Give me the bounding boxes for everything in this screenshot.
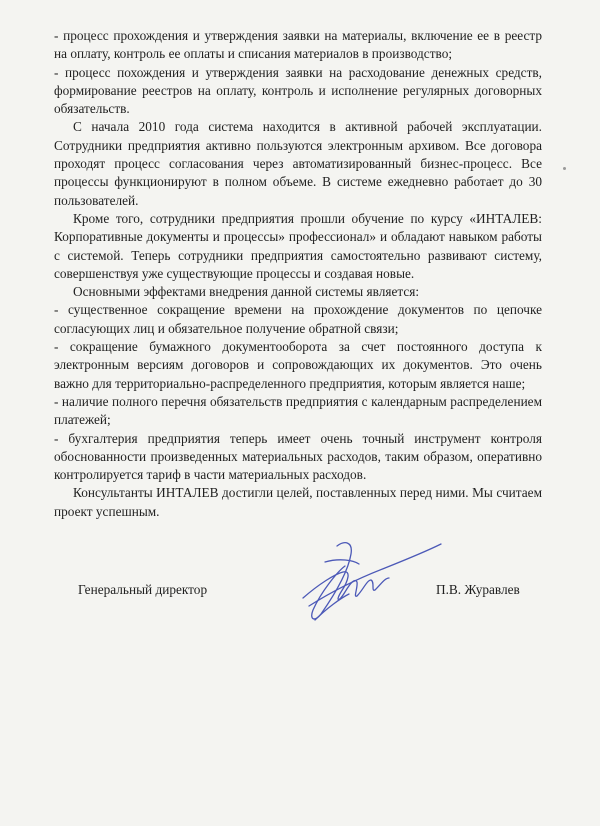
handwritten-signature (285, 532, 445, 627)
paper-speck (563, 167, 566, 170)
paragraph-4: Кроме того, сотрудники предприятия прошли обучение по курсу «ИНТАЛЕВ: Корпоративные документы и процессы» профессионал» и обладают навыком работы с системой. Теперь сотрудники предприятия самостоятельно развивают систему, совершенствуя уже существующие процессы и создавая новые. (54, 210, 542, 281)
letter-body (54, 27, 542, 521)
paragraph-1: - процесс прохождения и утверждения заявки на материалы, включение ее в реестр на оплату, контроль ее оплаты и списания материалов в производство; (54, 28, 542, 62)
paragraph-9: - бухгалтерия предприятия теперь имеет очень точный инструмент контроля обоснованности произведенных материальных расходов, таким образом, оперативно контролируется тариф в части материальных расходов. (54, 430, 542, 483)
signatory-name: П.В. Журавлев (436, 582, 520, 597)
paragraph-2: - процесс похождения и утверждения заявки на расходование денежных средств, формирование реестров на оплату, контроль и исполнение регулярных договорных обязательств. (54, 64, 542, 117)
paragraph-6: - существенное сокращение времени на прохождение документов по цепочке согласующих лиц и обязательное получение обратной связи; (54, 302, 542, 336)
paragraph-10: Консультанты ИНТАЛЕВ достигли целей, поставленных перед ними. Мы считаем проект успешным. (54, 485, 542, 519)
paragraph-3: С начала 2010 года система находится в активной рабочей эксплуатации. Сотрудники предприятия активно пользуются электронным архивом. Все договора проходят процесс согласования через автоматизированный бизнес-процесс. Все процессы функционируют в полном объеме. В системе ежедневно работает до 30 пользователей. (54, 119, 542, 208)
paragraph-7: - сокращение бумажного документооборота за счет постоянного доступа к электронным версиям договоров и сопровождающих их документов. Это очень важно для территориально-распределенного предприятия, которым является наше; (54, 339, 542, 391)
paragraph-8: - наличие полного перечня обязательств предприятия с календарным распределением платежей; (54, 393, 542, 428)
signatory-title: Генеральный директор (78, 582, 208, 597)
paragraph-5: Основными эффектами внедрения данной системы является: (73, 284, 420, 300)
